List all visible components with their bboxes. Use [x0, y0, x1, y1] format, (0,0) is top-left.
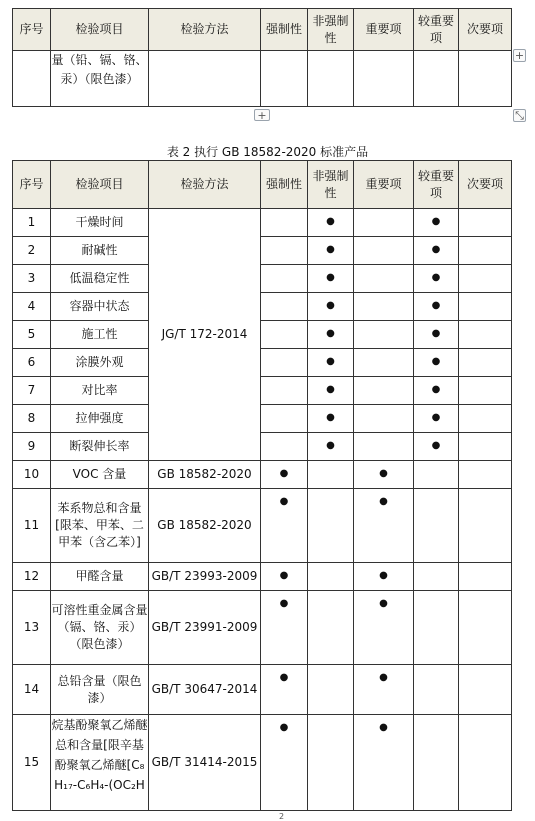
row-item: 对比率 [51, 377, 149, 405]
row-method: GB/T 23991-2009 [149, 591, 261, 665]
row-no: 2 [13, 237, 51, 265]
row-method: GB/T 31414-2015 [149, 715, 261, 811]
fairly-important-dot [414, 377, 459, 405]
header-method: 检验方法 [149, 9, 261, 51]
table-row [13, 563, 512, 591]
header-nonmandatory: 非强制性 [308, 161, 354, 209]
mandatory-dot [261, 489, 308, 563]
table-row [13, 489, 512, 563]
fairly-important-dot [414, 433, 459, 461]
row-no: 9 [13, 433, 51, 461]
row-item: 低温稳定性 [51, 265, 149, 293]
row-no: 14 [13, 665, 51, 715]
row-item: 总铅含量（限色漆） [51, 665, 149, 715]
row-item: 耐碱性 [51, 237, 149, 265]
fairly-important-dot [414, 265, 459, 293]
important-dot [354, 563, 414, 591]
fairly-important-dot [414, 209, 459, 237]
header-method: 检验方法 [149, 161, 261, 209]
row-item: 施工性 [51, 321, 149, 349]
row-method: GB 18582-2020 [149, 461, 261, 489]
nonmandatory-dot [308, 321, 354, 349]
table-1 [12, 8, 512, 107]
page-number-mark: 2 [279, 812, 285, 821]
nonmandatory-dot [308, 265, 354, 293]
header-important: 重要项 [354, 9, 414, 51]
table-row [13, 51, 512, 107]
mandatory-dot [261, 665, 308, 715]
mandatory-dot [261, 591, 308, 665]
row-no: 10 [13, 461, 51, 489]
row-no: 8 [13, 405, 51, 433]
table-row [13, 665, 512, 715]
nonmandatory-dot [308, 293, 354, 321]
nonmandatory-dot [308, 433, 354, 461]
table-2-caption: 表 2 执行 GB 18582-2020 标准产品 [166, 145, 369, 159]
fairly-important-dot [414, 293, 459, 321]
row-item: 甲醛含量 [51, 563, 149, 591]
important-dot [354, 591, 414, 665]
row-no: 4 [13, 293, 51, 321]
important-dot [354, 715, 414, 811]
table-row [13, 377, 512, 405]
fairly-important-dot [414, 405, 459, 433]
mandatory-dot [261, 715, 308, 811]
row-no: 12 [13, 563, 51, 591]
table-row [13, 591, 512, 665]
row-item: 断裂伸长率 [51, 433, 149, 461]
row-no: 7 [13, 377, 51, 405]
add-row-handle[interactable]: + [254, 109, 270, 121]
header-item: 检验项目 [51, 161, 149, 209]
header-mandatory: 强制性 [261, 161, 308, 209]
nonmandatory-dot [308, 349, 354, 377]
table-row [13, 715, 512, 811]
fairly-important-dot [414, 349, 459, 377]
important-dot [354, 489, 414, 563]
shared-method: JG/T 172-2014 [149, 209, 261, 461]
fairly-important-dot [414, 237, 459, 265]
table-row [13, 405, 512, 433]
row-item: 量（铅、镉、铬、汞）（限色漆） [51, 51, 149, 107]
header-no: 序号 [13, 161, 51, 209]
nonmandatory-dot [308, 405, 354, 433]
row-no: 13 [13, 591, 51, 665]
row-item: 可溶性重金属含量（镉、铬、汞）（限色漆） [51, 591, 149, 665]
row-item: 干燥时间 [51, 209, 149, 237]
header-minor: 次要项 [459, 161, 512, 209]
nonmandatory-dot [308, 377, 354, 405]
header-fairly-important: 较重要项 [414, 161, 459, 209]
mandatory-dot [261, 461, 308, 489]
mandatory-dot [261, 563, 308, 591]
row-method: GB 18582-2020 [149, 489, 261, 563]
important-dot [354, 665, 414, 715]
header-nonmandatory: 非强制性 [308, 9, 354, 51]
header-fairly-important: 较重要项 [414, 9, 459, 51]
fairly-important-dot [414, 321, 459, 349]
table-row [13, 265, 512, 293]
row-item: 苯系物总和含量[限苯、甲苯、二甲苯（含乙苯）] [51, 489, 149, 563]
row-no: 1 [13, 209, 51, 237]
add-column-handle[interactable]: + [514, 49, 525, 62]
table-row [13, 209, 512, 237]
row-no: 15 [13, 715, 51, 811]
row-no: 6 [13, 349, 51, 377]
row-item: 容器中状态 [51, 293, 149, 321]
row-item: 烷基酚聚氧乙烯醚总和含量[限辛基酚聚氧乙烯醚[C₈H₁₇-C₆H₄-(OC₂H [51, 715, 149, 811]
table-resize-handle[interactable]: ⤡ [513, 109, 526, 122]
important-dot [354, 461, 414, 489]
row-item: 拉伸强度 [51, 405, 149, 433]
nonmandatory-dot [308, 209, 354, 237]
table-1-header-row [13, 9, 512, 51]
table-row [13, 433, 512, 461]
row-method: GB/T 30647-2014 [149, 665, 261, 715]
row-item: VOC 含量 [51, 461, 149, 489]
row-no: 3 [13, 265, 51, 293]
header-no: 序号 [13, 9, 51, 51]
table-row [13, 321, 512, 349]
table-row [13, 237, 512, 265]
header-mandatory: 强制性 [261, 9, 308, 51]
row-method: GB/T 23993-2009 [149, 563, 261, 591]
table-2-header-row [13, 161, 512, 209]
row-no: 5 [13, 321, 51, 349]
table-row [13, 349, 512, 377]
header-important: 重要项 [354, 161, 414, 209]
nonmandatory-dot [308, 237, 354, 265]
table-2 [12, 160, 512, 811]
header-minor: 次要项 [459, 9, 512, 51]
table-row [13, 293, 512, 321]
table-row [13, 461, 512, 489]
header-item: 检验项目 [51, 9, 149, 51]
row-item: 涂膜外观 [51, 349, 149, 377]
row-no: 11 [13, 489, 51, 563]
